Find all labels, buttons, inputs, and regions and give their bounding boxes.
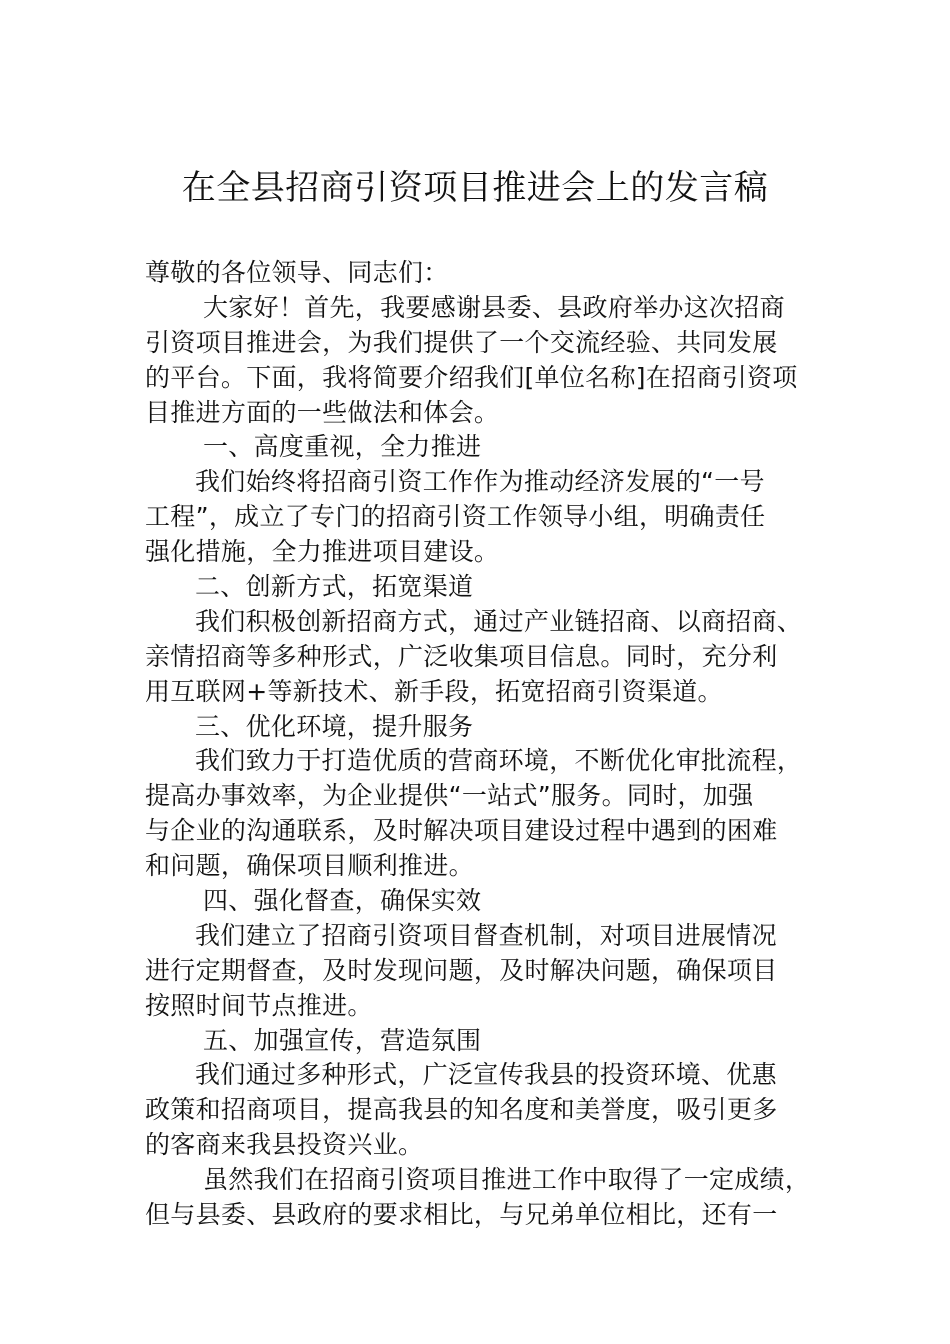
intro-line: 大家好！首先，我要感谢县委、县政府举办这次招商	[203, 292, 785, 322]
intro-line: 的平台。下面，我将简要介绍我们[单位名称]在招商引资项	[145, 362, 798, 392]
section-5-line: 我们通过多种形式，广泛宣传我县的投资环境、优惠	[195, 1060, 777, 1090]
section-2-line: 用互联网+等新技术、新手段，拓宽招商引资渠道。	[145, 676, 723, 706]
section-3-line: 和问题，确保项目顺利推进。	[145, 851, 474, 881]
section-3-line: 与企业的沟通联系，及时解决项目建设过程中遇到的困难	[145, 816, 778, 846]
document-title: 在全县招商引资项目推进会上的发言稿	[181, 168, 769, 208]
intro-line: 引资项目推进会，为我们提供了一个交流经验、共同发展	[145, 327, 778, 357]
section-1-line: 工程”，成立了专门的招商引资工作领导小组，明确责任	[145, 502, 766, 532]
document-body	[145, 256, 845, 1233]
closing-line: 虽然我们在招商引资项目推进工作中取得了一定成绩，	[203, 1165, 811, 1195]
salutation-line: 尊敬的各位领导、同志们：	[145, 258, 449, 287]
section-4-line: 按照时间节点推进。	[145, 990, 373, 1020]
section-2-line: 我们积极创新招商方式，通过产业链招商、以商招商、	[195, 606, 803, 636]
section-1-line: 强化措施，全力推进项目建设。	[145, 537, 500, 567]
section-3-line: 我们致力于打造优质的营商环境，不断优化审批流程，	[195, 746, 803, 776]
section-4-line: 我们建立了招商引资项目督查机制，对项目进展情况	[195, 920, 777, 950]
section-heading-4: 四、强化督查，确保实效	[203, 886, 482, 916]
section-5-line: 的客商来我县投资兴业。	[145, 1130, 424, 1160]
section-3-line: 提高办事效率，为企业提供“一站式”服务。同时，加强	[145, 781, 754, 811]
section-heading-3: 三、优化环境，提升服务	[195, 711, 474, 741]
section-2-line: 亲情招商等多种形式，广泛收集项目信息。同时，充分利	[145, 641, 778, 671]
closing-line: 但与县委、县政府的要求相比，与兄弟单位相比，还有一	[145, 1200, 778, 1230]
section-1-line: 我们始终将招商引资工作作为推动经济发展的“一号	[195, 467, 765, 497]
section-heading-1: 一、高度重视，全力推进	[203, 432, 482, 462]
section-4-line: 进行定期督查，及时发现问题，及时解决问题，确保项目	[145, 955, 778, 985]
section-5-line: 政策和招商项目，提高我县的知名度和美誉度，吸引更多	[145, 1095, 778, 1125]
intro-line: 目推进方面的一些做法和体会。	[145, 397, 500, 427]
section-heading-5: 五、加强宣传，营造氛围	[203, 1025, 482, 1055]
section-heading-2: 二、创新方式，拓宽渠道	[195, 572, 474, 602]
